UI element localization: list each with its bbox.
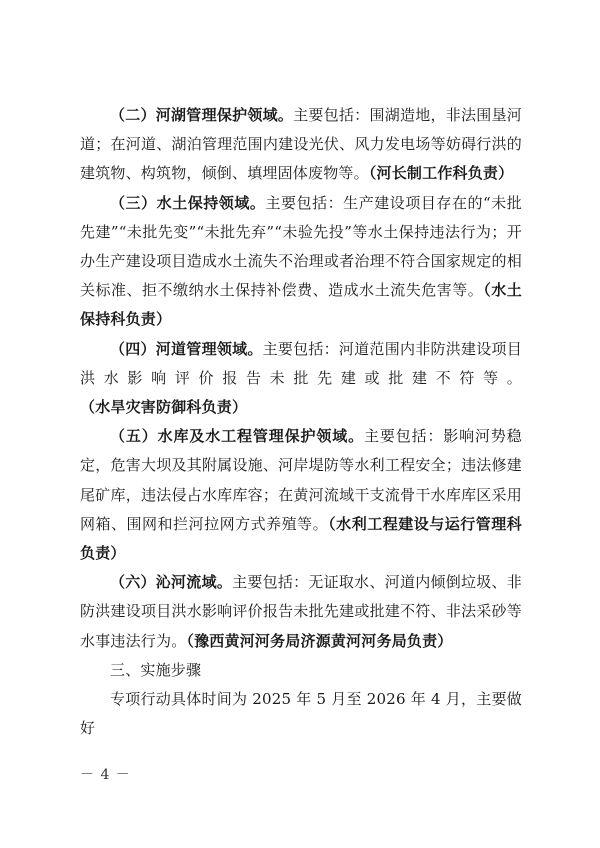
paragraph-river-channel	[80, 335, 522, 423]
paragraph-implementation: 专项行动具体时间为 2025 年 5 月至 2026 年 4 月，主要做好	[80, 690, 522, 738]
responsible-unit: （水利工程建设与运行管理科负责）	[80, 514, 522, 563]
paragraph-body: 主要包括：围湖造地，非法围垦河道；在河道、湖泊管理范围内建设光伏、风力发电场等妨碍行洪的建筑物、构筑物，倾倒、填埋固体废物等。	[80, 106, 522, 183]
paragraph-heading: （五）水库及水工程管理保护领域。	[110, 427, 364, 446]
paragraph-heading: （四）河道管理领域。	[110, 339, 263, 358]
responsible-unit: （河长制工作科负责）	[368, 164, 514, 183]
paragraph-body: 主要包括：无证取水、河道内倾倒垃圾、非防洪建设项目洪水影响评价报告未批先建或批建不符、非法采砂等水事违法行为。	[80, 573, 522, 650]
document-body	[80, 101, 522, 743]
paragraph-river-lake	[80, 101, 522, 189]
paragraph-heading: （三）水土保持领域。	[110, 193, 266, 212]
paragraph-reservoir	[80, 422, 522, 568]
paragraph-body: 主要包括：影响河势稳定，危害大坝及其附属设施、河岸堤防等水利工程安全；违法修建尾矿库，违法侵占水库库容；在黄河流域干支流骨干水库库区采用网箱、围网和拦河拉网方式养殖等。	[80, 427, 522, 533]
paragraph-body: 主要包括：生产建设项目存在的“未批先建”“未批先变”“未批先弃”“未验先投”等水土保持违法行为；开办生产建设项目造成水土流失不治理或者治理不符合国家规定的相关标准、拒不缴纳水土保持补偿费、造成水土流失危害等。	[80, 193, 522, 300]
responsible-unit: （水土保持科负责）	[80, 281, 523, 329]
paragraph-qin-river	[80, 568, 522, 656]
paragraph-heading: （六）沁河流域。	[110, 573, 233, 592]
paragraph-heading: （二）河湖管理保护领域。	[110, 106, 294, 124]
page-number: － 4 －	[80, 767, 131, 783]
responsible-unit: （水旱灾害防御科负责）	[80, 398, 248, 417]
section-title: 三、实施步骤	[110, 660, 202, 679]
responsible-unit: （豫西黄河河务局济源黄河河务局负责）	[186, 631, 453, 650]
paragraph-body: 主要包括：河道范围内非防洪建设项目洪水影响评价报告未批先建或批建不符等。	[80, 339, 522, 387]
paragraph-soil-water	[80, 189, 522, 335]
